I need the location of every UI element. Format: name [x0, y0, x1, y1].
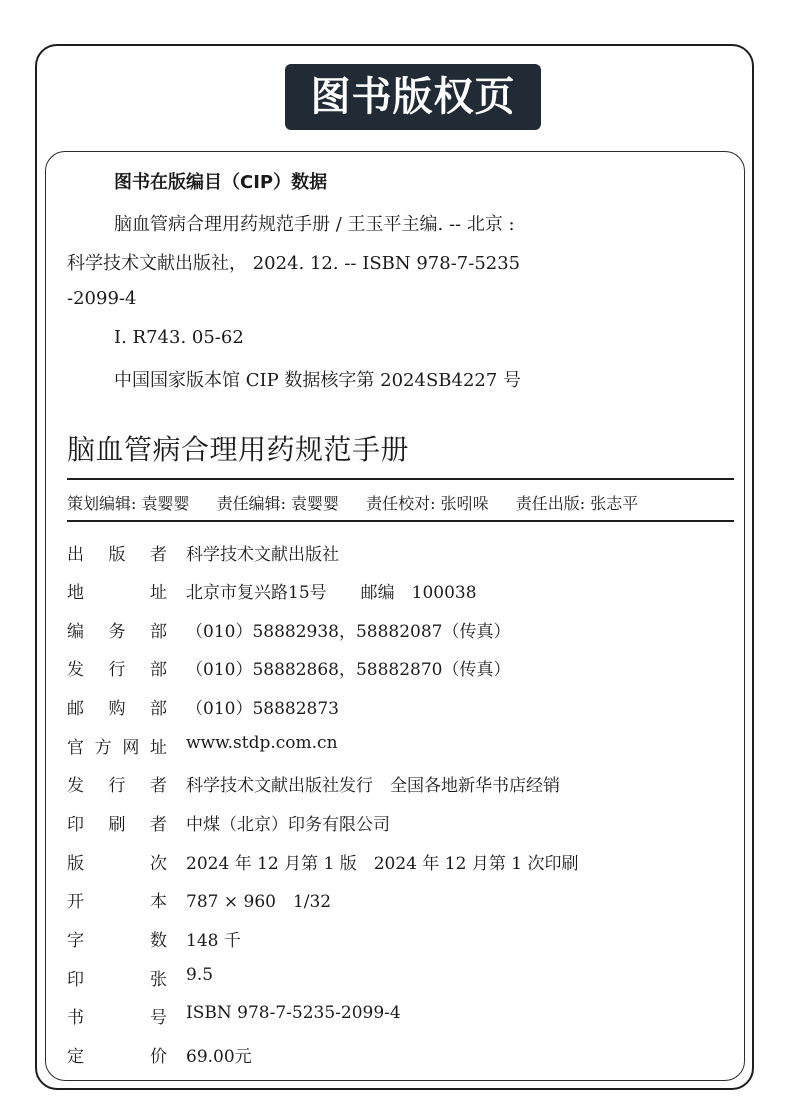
info-label: 邮 购 部	[67, 699, 167, 719]
info-label: 发 行 者	[67, 776, 167, 796]
page-title-badge: 图书版权页	[285, 64, 541, 130]
divider-bottom	[67, 520, 734, 522]
cip-line-1: 脑血管病合理用药规范手册 / 王玉平主编. -- 北京 :	[114, 214, 515, 235]
info-value: 科学技术文献出版社发行 全国各地新华书店经销	[186, 776, 560, 796]
cip-line-4: Ⅰ. R743. 05-62	[114, 327, 244, 348]
info-value: 69.00元	[186, 1047, 252, 1067]
info-value: （010）58882868，58882870（传真）	[186, 660, 511, 680]
editor-proofreading: 责任校对: 张吲哚	[366, 494, 489, 513]
info-value: （010）58882938，58882087（传真）	[186, 622, 511, 642]
editor-responsible: 责任编辑: 袁婴婴	[216, 494, 340, 513]
info-value: 2024 年 12 月第 1 版 2024 年 12 月第 1 次印刷	[186, 854, 579, 874]
book-title: 脑血管病合理用药规范手册	[67, 433, 410, 466]
info-value: www.stdp.com.cn	[186, 733, 338, 753]
editors-line	[67, 491, 660, 514]
info-value: ISBN 978-7-5235-2099-4	[186, 1003, 401, 1023]
info-label: 定 价	[67, 1047, 167, 1067]
editor-planning: 策划编辑: 袁婴婴	[67, 494, 190, 513]
info-label: 字 数	[67, 931, 167, 951]
info-value: 中煤（北京）印务有限公司	[186, 815, 390, 835]
cip-line-5: 中国国家版本馆 CIP 数据核字第 2024SB4227 号	[114, 370, 522, 391]
info-label: 印 刷 者	[67, 815, 167, 835]
info-value: 148 千	[186, 931, 241, 951]
info-label: 印 张	[67, 970, 167, 990]
info-label: 书 号	[67, 1008, 167, 1028]
info-label: 开 本	[67, 892, 167, 912]
divider-top	[67, 478, 734, 480]
info-value: 北京市复兴路15号 邮编 100038	[186, 583, 477, 603]
info-label: 地 址	[67, 583, 167, 603]
info-value: 科学技术文献出版社	[186, 545, 339, 565]
editor-publishing: 责任出版: 张志平	[515, 494, 639, 513]
info-value: 9.5	[186, 965, 214, 985]
info-label: 出 版 者	[67, 545, 167, 565]
cip-line-2: 科学技术文献出版社， 2024. 12. -- ISBN 978-7-5235	[67, 253, 521, 274]
info-label: 编 务 部	[67, 622, 167, 642]
info-value: 787 × 960 1/32	[186, 892, 332, 912]
cip-line-3: -2099-4	[67, 288, 137, 309]
info-label: 版 次	[67, 854, 167, 874]
info-label: 发 行 部	[67, 660, 167, 680]
cip-heading: 图书在版编目（CIP）数据	[114, 172, 328, 193]
info-value: （010）58882873	[186, 699, 339, 719]
info-label: 官 方 网 址	[67, 738, 167, 758]
